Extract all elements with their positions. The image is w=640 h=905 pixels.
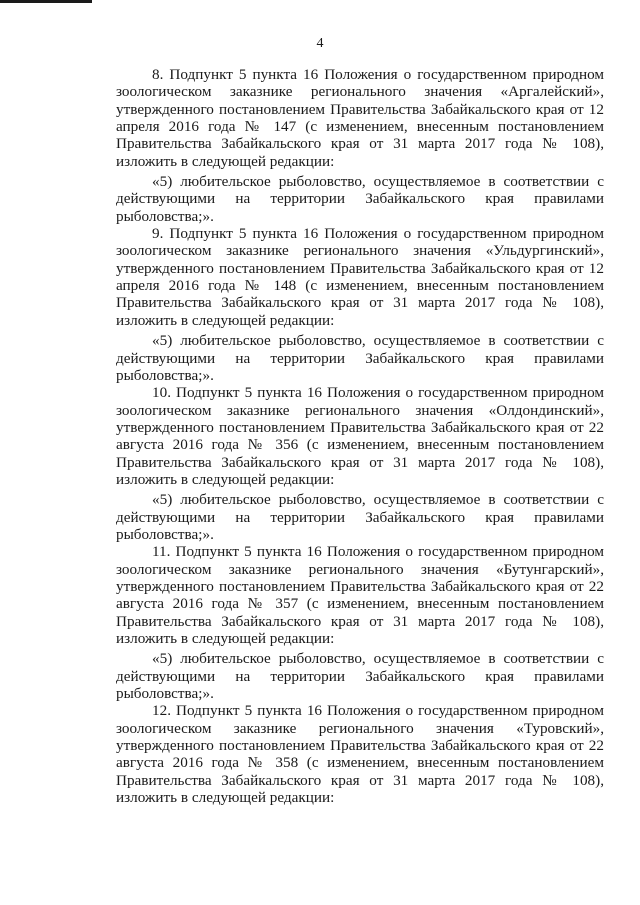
paragraph-12: 12. Подпункт 5 пункта 16 Положения о государственном природном зоологическом заказнике регионального значения «Туровский», утвержденного постановлением Правительства Забайкальского края от 22 августа 2016 года № 358 (с изменением, внесенным постановлением Правительства Забайкальского края от 31 марта 2017 года № 108), изложить в следующей редакции: [116,702,604,807]
quote-9: «5) любительское рыболовство, осуществляемое в соответствии с действующими на территории Забайкальского края правилами рыболовства;». [116,332,604,384]
quote-8: «5) любительское рыболовство, осуществляемое в соответствии с действующими на территории Забайкальского края правилами рыболовства;». [116,173,604,225]
paragraph-9: 9. Подпункт 5 пункта 16 Положения о государственном природном зоологическом заказнике регионального значения «Ульдургинский», утвержденного постановлением Правительства Забайкальского края от 12 апреля 2016 года № 148 (с изменением, внесенным постановлением Правительства Забайкальского края от 31 марта 2017 года № 108), изложить в следующей редакции: [116,225,604,329]
paragraph-10: 10. Подпункт 5 пункта 16 Положения о государственном природном зоологическом заказнике регионального значения «Олдондинский», утвержденного постановлением Правительства Забайкальского края от 22 августа 2016 года № 356 (с изменением, внесенным постановлением Правительства Забайкальского края от 31 марта 2017 года № 108), изложить в следующей редакции: [116,384,604,488]
paragraph-11: 11. Подпункт 5 пункта 16 Положения о государственном природном зоологическом заказнике регионального значения «Бутунгарский», утвержденного постановлением Правительства Забайкальского края от 22 августа 2016 года № 357 (с изменением, внесенным постановлением Правительства Забайкальского края от 31 марта 2017 года № 108), изложить в следующей редакции: [116,543,604,647]
quote-10: «5) любительское рыболовство, осуществляемое в соответствии с действующими на территории Забайкальского края правилами рыболовства;». [116,491,604,543]
quote-11: «5) любительское рыболовство, осуществляемое в соответствии с действующими на территории Забайкальского края правилами рыболовства;». [116,650,604,703]
document-body [116,66,604,806]
page-number: 4 [316,36,324,51]
paragraph-8: 8. Подпункт 5 пункта 16 Положения о государственном природном зоологическом заказнике регионального значения «Аргалейский», утвержденного постановлением Правительства Забайкальского края от 12 апреля 2016 года № 147 (с изменением, внесенным постановлением Правительства Забайкальского края от 31 марта 2017 года № 108), изложить в следующей редакции: [116,66,604,170]
top-rule [0,0,92,3]
